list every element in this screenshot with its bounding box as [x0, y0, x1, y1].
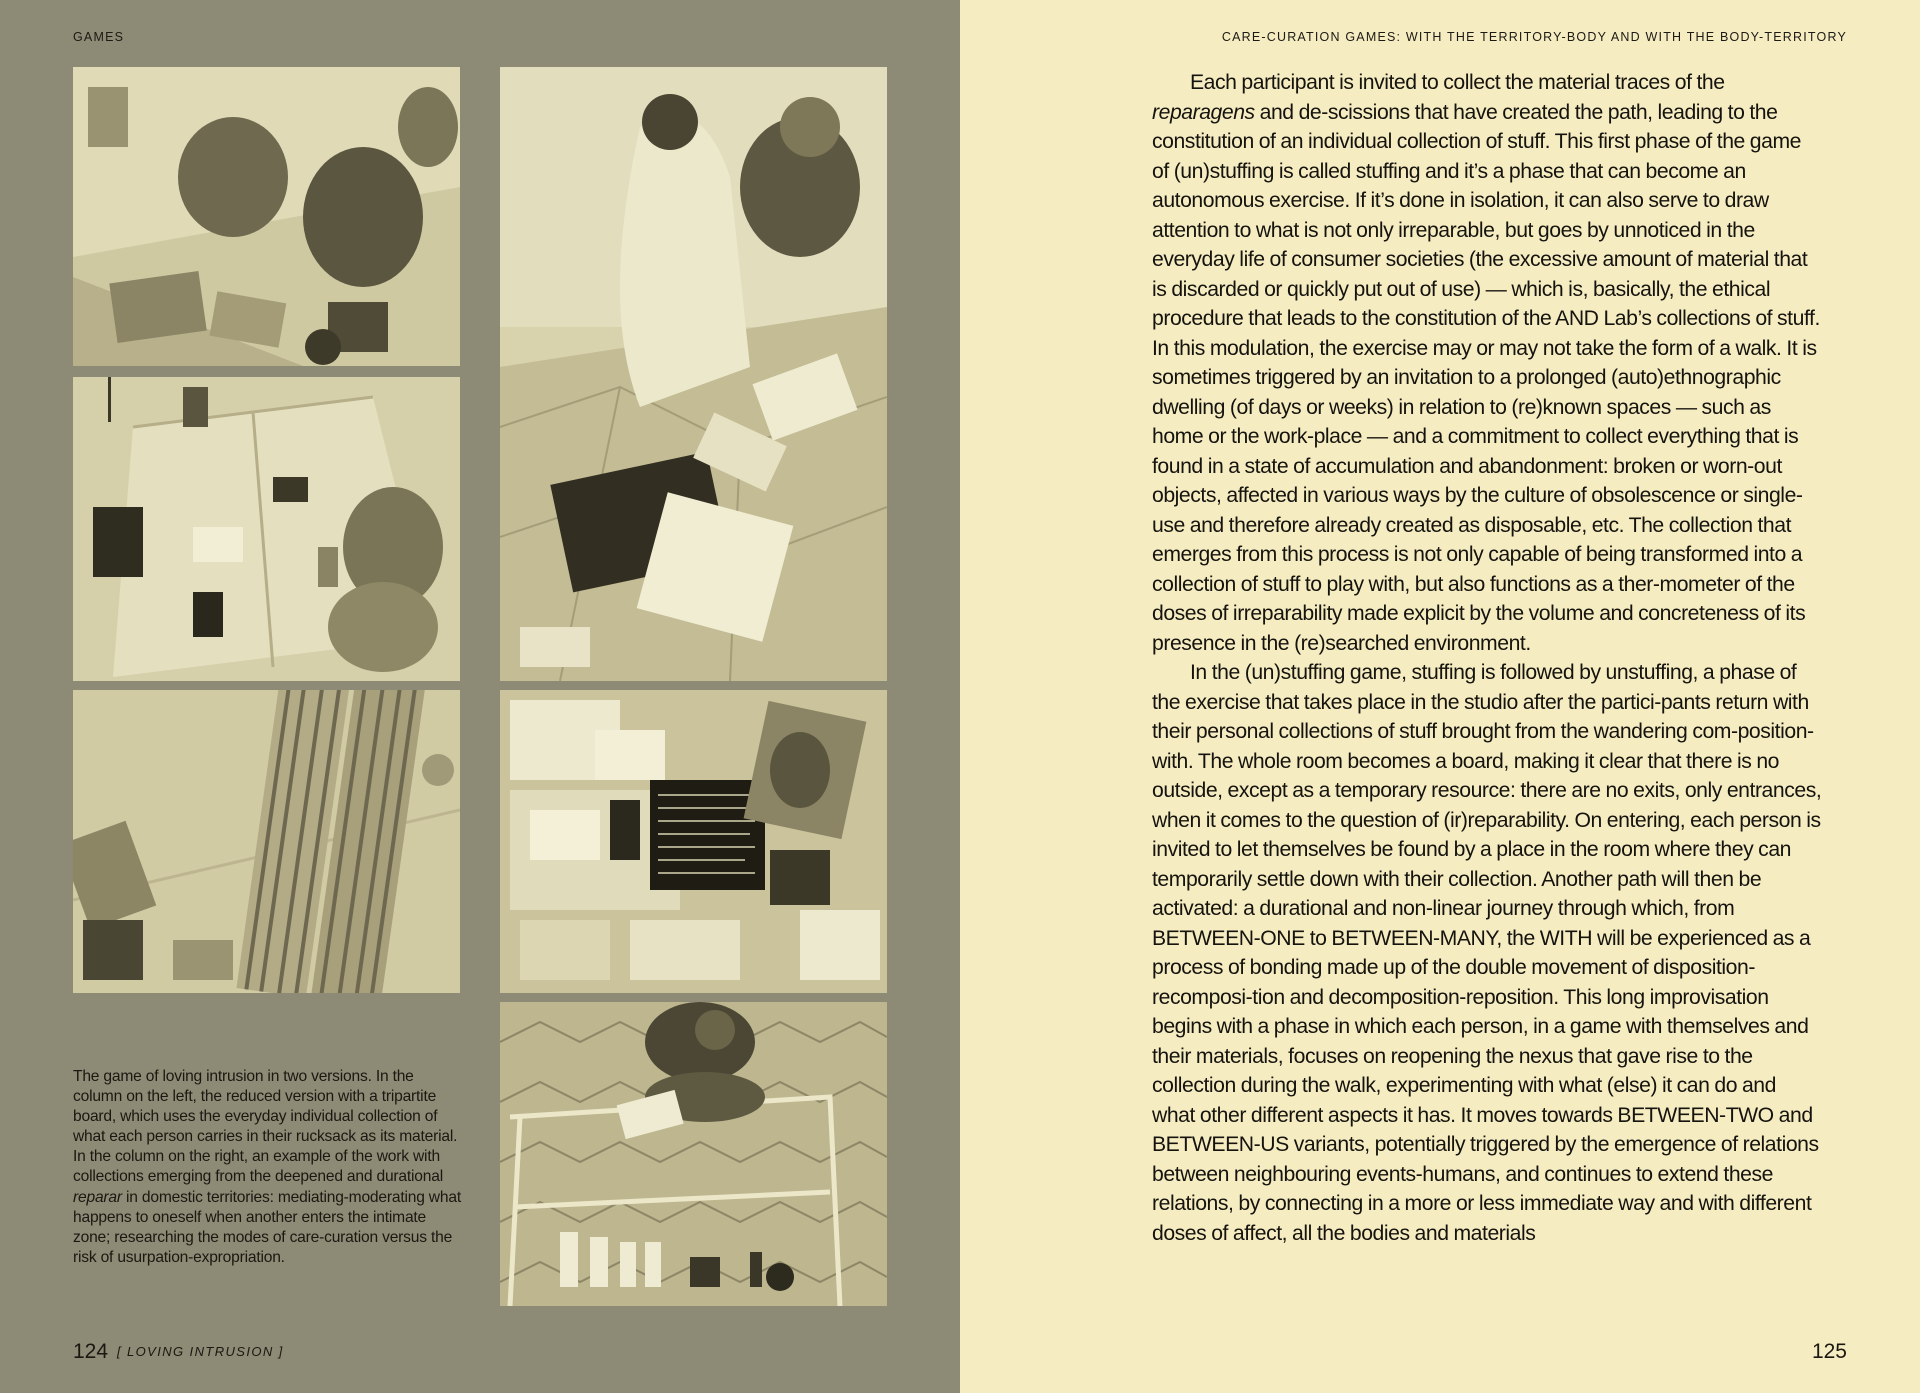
- photo-person-on-patterned-floor: [500, 1002, 887, 1306]
- paragraph-1: [1152, 68, 1822, 658]
- paragraph-2: In the (un)stuffing game, stuffing is followed by unstuffing, a phase of the exercise that takes place in the studio after the partici-pants return with their personal collections of stuff brought from the wandering com-position-with. The whole room becomes a board, making it clear that there is no outside, except as a temporary resource: there are no exits, only entrances, when it comes to the question of (ir)reparability. On entering, each person is invited to let themselves be found by a place in the room where they can temporarily settle down with their collection. Another path will then be activated: a durational and non-linear journey through which, from BETWEEN-ONE to BETWEEN-MANY, the WITH will be experienced as a process of bonding made up of the double movement of disposition-recomposi-tion and decomposition-reposition. This long improvisation begins with a phase in which each person, in a game with themselves and their materials, focuses on reopening the nexus that gave rise to the collection during the walk, experimenting with what (else) it can do and what other different aspects it has. It moves towards BETWEEN-TWO and BETWEEN-US variants, potentially triggered by the emergence of relations between neighbouring events-humans, and continues to extend these relations, by connecting in a more or less immediate way and with different doses of affect, all the bodies and materials: [1152, 661, 1822, 1245]
- paragraph-1-part1: Each participant is invited to collect the material traces of the: [1190, 71, 1725, 94]
- photo-tripartite-board-objects: [73, 377, 460, 681]
- photo-collections-papers-floor: [500, 67, 887, 681]
- running-head-right: CARE-CURATION GAMES: WITH THE TERRITORY-BODY AND WITH THE BODY-TERRITORY: [1221, 30, 1847, 44]
- figure-caption: [73, 1067, 465, 1268]
- caption-text-italic: reparar: [73, 1188, 122, 1206]
- photo-notebook-photos-collage: [500, 690, 887, 993]
- caption-text-part2: in domestic territories: mediating-moderating what happens to oneself when another enters the intimate zone; researching the modes of care-curation versus the risk of usurpation-expropriation.: [73, 1188, 461, 1266]
- paragraph-1-part2: and de-scissions that have created the path, leading to the constitution of an individual collection of stuff. This first phase of the game of (un)stuffing is called stuffing and it’s a phase that can become an autonomous exercise. If it’s done in isolation, it can also serve to draw attention to what is not only irreparable, but goes by unnoticed in the everyday life of consumer societies (the excessive amount of material that is discarded or quickly put out of use) — which is, basically, the ethical procedure that leads to the constitution of the AND Lab’s collections of stuff. In this modulation, the exercise may or may not take the form of a walk. It is sometimes triggered by an invitation to a prolonged (auto)ethnographic dwelling (of days or weeks) in relation to (re)known spaces — such as home or the work-place — and a commitment to collect everything that is found in a state of accumulation and abandonment: broken or worn-out objects, affected in various ways by the culture of obsolescence or single-use and therefore already created as disposable, etc. The collection that emerges from this process is not only capable of being transformed into a collection of stuff to play with, but also functions as a ther-mometer of the doses of irreparability made explicit by the volume and concreteness of its presence in the (re)searched environment.: [1152, 100, 1820, 655]
- page-number-right: 125: [1811, 1340, 1847, 1363]
- paragraph-1-italic: reparagens: [1152, 100, 1255, 124]
- body-text: [1152, 68, 1822, 1248]
- photo-workshop-floor-rucksack: [73, 67, 460, 366]
- section-tag: [ LOVING INTRUSION ]: [117, 1344, 284, 1359]
- running-head-left: GAMES: [73, 30, 125, 44]
- caption-text-part1: The game of loving intrusion in two versions. In the column on the left, the reduced version with a tripartite board, which uses the everyday individual collection of what each person carries in their rucksack as its material. In the column on the right, an example of the work with collections emerging from the deepened and durational: [73, 1068, 458, 1186]
- right-page: [960, 0, 1920, 1393]
- photo-striped-trousers-on-floor: [73, 690, 460, 993]
- page-number-left: 124: [73, 1340, 109, 1363]
